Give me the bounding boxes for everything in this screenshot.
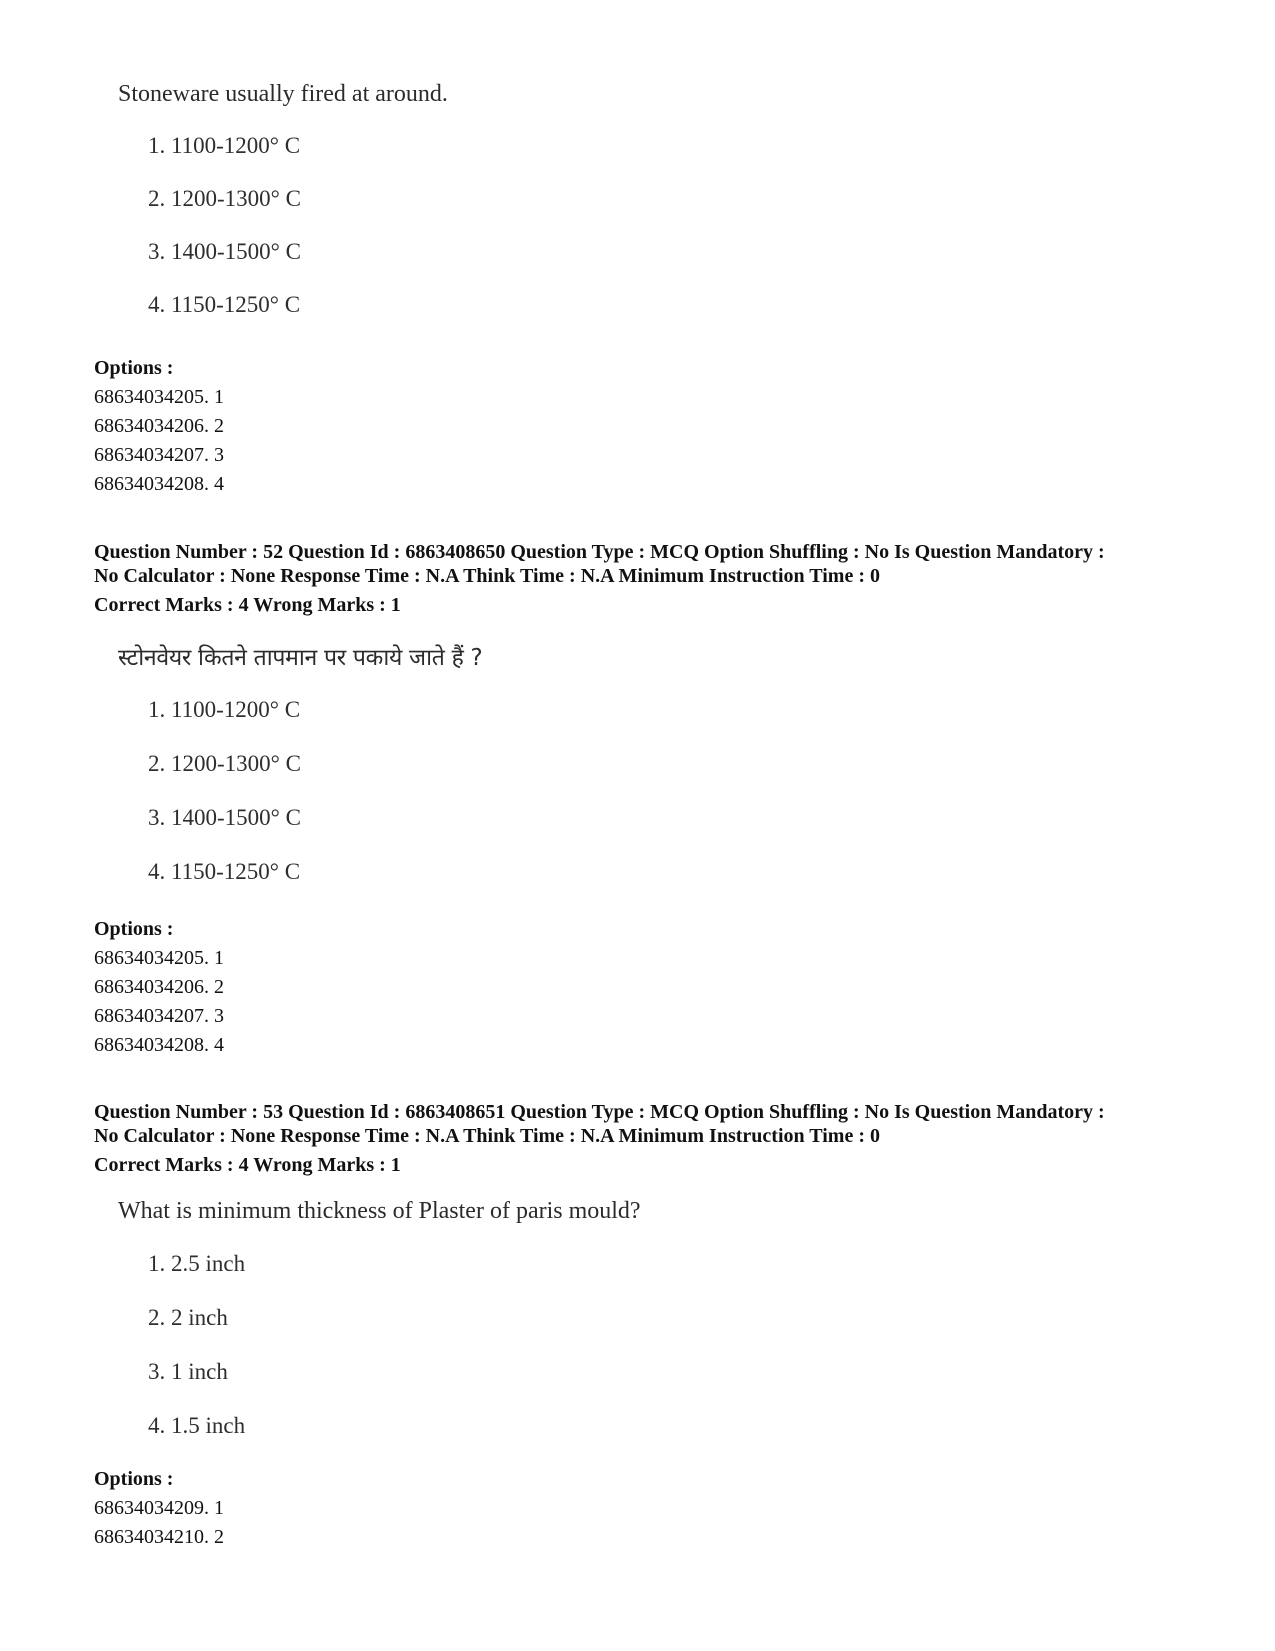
option-item: 68634034205. 1 [94, 386, 224, 408]
choice-item: 4. 1150-1250° C [148, 292, 301, 317]
option-item: 68634034207. 3 [94, 1005, 224, 1027]
question-meta-line2: No Calculator : None Response Time : N.A Think Time : N.A Minimum Instruction Time : 0 [94, 1125, 880, 1147]
options-label: Options : [94, 1468, 174, 1490]
choice-item: 3. 1400-1500° C [148, 805, 301, 830]
question-header [94, 1100, 1194, 1177]
options-list [94, 915, 224, 1060]
option-item: 68634034205. 1 [94, 947, 224, 969]
choice-item: 4. 1.5 inch [148, 1413, 246, 1438]
choice-item: 3. 1 inch [148, 1359, 228, 1384]
options-list [94, 354, 224, 499]
choice-item: 1. 1100-1200° C [148, 697, 301, 722]
option-item: 68634034209. 1 [94, 1497, 224, 1519]
question-text: स्टोनवेयर कितने तापमान पर पकाये जाते हैं ? [118, 645, 483, 671]
option-item: 68634034206. 2 [94, 415, 224, 437]
options-list [94, 1465, 224, 1552]
question-image-block [118, 80, 448, 317]
question-header [94, 540, 1194, 617]
question-marks: Correct Marks : 4 Wrong Marks : 1 [94, 1154, 401, 1176]
question-marks: Correct Marks : 4 Wrong Marks : 1 [94, 594, 401, 616]
question-meta-line2: No Calculator : None Response Time : N.A Think Time : N.A Minimum Instruction Time : 0 [94, 565, 880, 587]
question-image-block [118, 644, 483, 884]
question-meta-line1: Question Number : 53 Question Id : 6863408651 Question Type : MCQ Option Shuffling : No Is Question Mandatory : [94, 1101, 1105, 1123]
option-item: 68634034206. 2 [94, 976, 224, 998]
choice-item: 2. 1200-1300° C [148, 751, 301, 776]
question-meta-line1: Question Number : 52 Question Id : 6863408650 Question Type : MCQ Option Shuffling : No Is Question Mandatory : [94, 541, 1105, 563]
option-item: 68634034210. 2 [94, 1526, 224, 1548]
choice-item: 2. 2 inch [148, 1305, 228, 1330]
question-text: What is minimum thickness of Plaster of paris mould? [118, 1198, 641, 1224]
choice-item: 1. 1100-1200° C [148, 133, 301, 158]
choice-item: 2. 1200-1300° C [148, 186, 301, 211]
choice-item: 4. 1150-1250° C [148, 859, 301, 884]
option-item: 68634034208. 4 [94, 1034, 224, 1056]
question-text: Stoneware usually fired at around. [118, 81, 448, 107]
options-label: Options : [94, 357, 174, 379]
option-item: 68634034208. 4 [94, 473, 224, 495]
option-item: 68634034207. 3 [94, 444, 224, 466]
question-image-block [118, 1197, 641, 1438]
choice-item: 1. 2.5 inch [148, 1251, 246, 1276]
choice-item: 3. 1400-1500° C [148, 239, 301, 264]
options-label: Options : [94, 918, 174, 940]
